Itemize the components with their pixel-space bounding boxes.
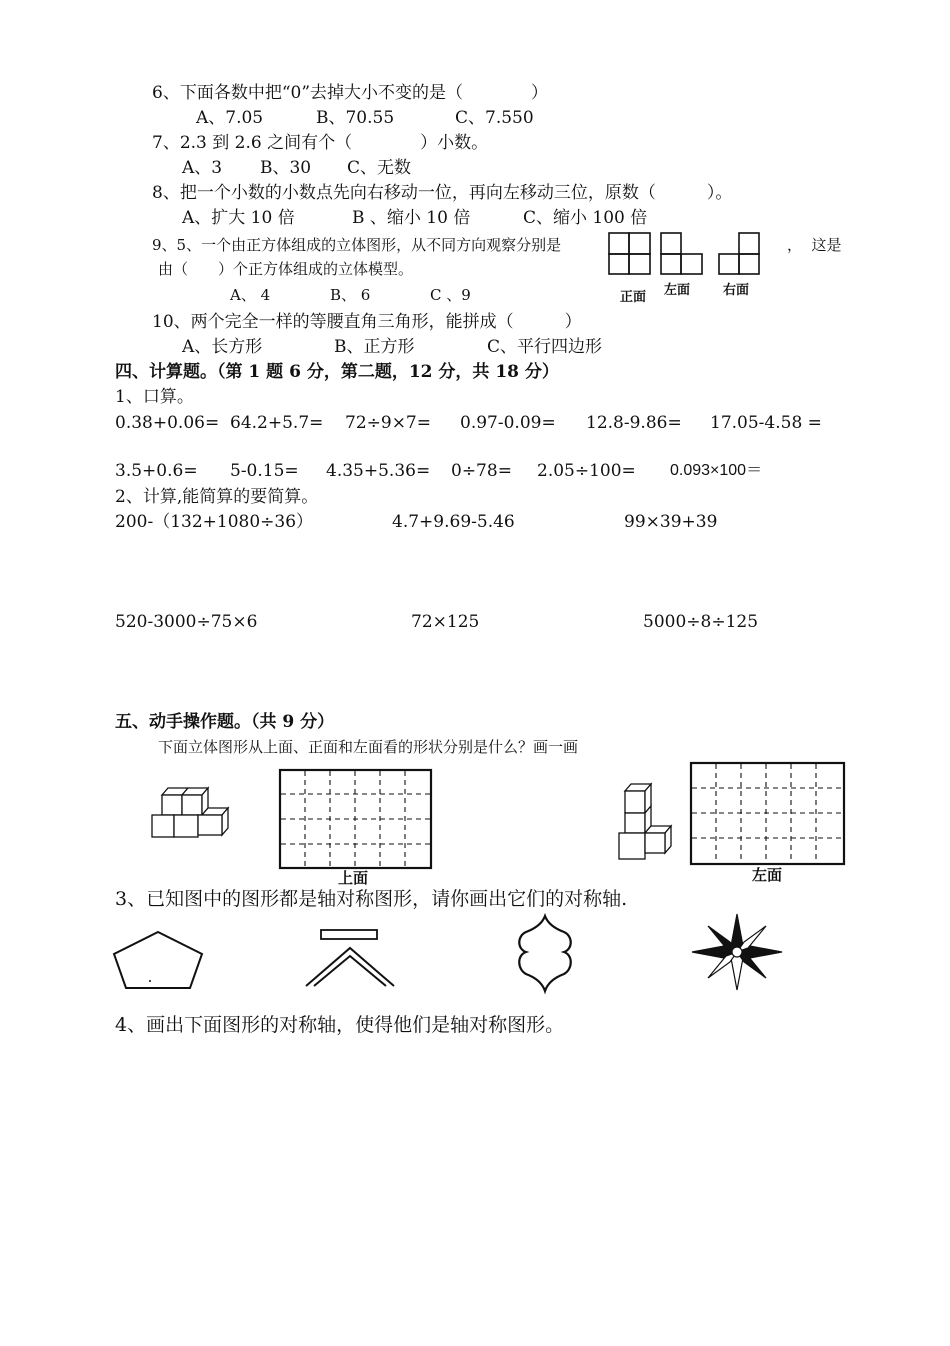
q10-option-c: C、平行四边形 [487,337,603,357]
q4-text: 4、画出下面图形的对称轴，使得他们是轴对称图形。 [115,1014,565,1036]
q7-stem: 7、2.3 到 2.6 之间有个（ ）小数。 [152,133,489,153]
q9-stem-tail: ， 这是 [787,236,842,254]
q9-option-a: A、 4 [230,286,271,304]
q6-stem: 6、下面各数中把“0”去掉大小不变的是（ ） [152,83,549,103]
q3-text: 3、已知图中的图形都是轴对称图形，请你画出它们的对称轴. [115,888,628,910]
q9-stem: 9、5、一个由正方体组成的立体图形，从不同方向观察分别是 [152,236,562,254]
pentagon-shape [112,930,204,990]
q8-stem: 8、把一个小数的小数点先向右移动一位，再向左移动三位，原数（ ）。 [152,183,733,203]
q7-option-a: A、3 [182,158,223,178]
oral-calc-11: 2.05÷100= [537,461,636,481]
q9-option-c: C 、9 [430,286,471,304]
q6-option-a: A、7.05 [196,108,264,128]
front-view-figure [608,232,658,276]
right-view-label: 右面 [723,282,750,297]
q7-option-b: B、30 [260,158,312,178]
calc-5: 72×125 [411,612,480,632]
q10-option-b: B、正方形 [334,337,415,357]
oral-calc-10: 0÷78= [451,461,512,481]
q8-option-b: B 、缩小 10 倍 [352,208,471,228]
oral-calc-8: 5-0.15= [230,461,299,481]
q9-line2: 由（ ）个正方体组成的立体模型。 [158,260,414,278]
oral-calc-5: 12.8-9.86= [586,413,682,433]
section4-part2: 2、计算,能简算的要简算。 [115,487,319,507]
calc-1: 200-（132+1080÷36） [115,512,314,532]
oral-calc-1: 0.38+0.06= [115,413,220,433]
q6-option-b: B、70.55 [316,108,395,128]
drawing-grid-left-view [690,762,846,866]
oral-calc-7: 3.5+0.6= [115,461,198,481]
q10-option-a: A、长方形 [182,337,263,357]
top-view-label: 上面 [338,870,369,887]
calc-4: 520-3000÷75×6 [115,612,258,632]
section5-title: 五、动手操作题。（共 9 分） [115,712,335,732]
section5-instruction: 下面立体图形从上面、正面和左面看的形状分别是什么？画一画 [158,738,579,756]
front-view-label: 正面 [620,289,647,304]
oral-calc-4: 0.97-0.09= [460,413,556,433]
compass-star-shape [690,912,784,992]
scalloped-vase-shape [514,914,576,994]
oral-calc-9: 4.35+5.36= [326,461,431,481]
cube-solid-figure-right [617,783,679,863]
oral-calc-6: 17.05-4.58 = [710,413,822,433]
drawing-grid-top-view [279,769,433,870]
calc-6: 5000÷8÷125 [643,612,759,632]
q10-stem: 10、两个完全一样的等腰直角三角形，能拼成（ ） [152,312,582,332]
left-view-label: 左面 [664,282,691,297]
left-view-figure [660,232,706,276]
oral-calc-3: 72÷9×7= [345,413,431,433]
chevron-shape [304,928,396,988]
left-view-label-sec5: 左面 [752,867,783,884]
q7-option-c: C、无数 [347,158,412,178]
oral-calc-12: 0.093×100＝ [670,462,763,479]
cube-solid-figure-left [150,787,230,845]
q9-option-b: B、 6 [330,286,371,304]
section4-title: 四、计算题。（第 1 题 6 分，第二题，12 分，共 18 分） [115,362,559,382]
right-view-figure [718,232,764,276]
oral-calc-2: 64.2+5.7= [230,413,324,433]
calc-2: 4.7+9.69-5.46 [392,512,515,532]
q8-option-c: C、缩小 100 倍 [523,208,648,228]
calc-3: 99×39+39 [624,512,718,532]
section4-part1: 1、口算。 [115,387,194,407]
q8-option-a: A、扩大 10 倍 [182,208,295,228]
q6-option-c: C、7.550 [455,108,534,128]
